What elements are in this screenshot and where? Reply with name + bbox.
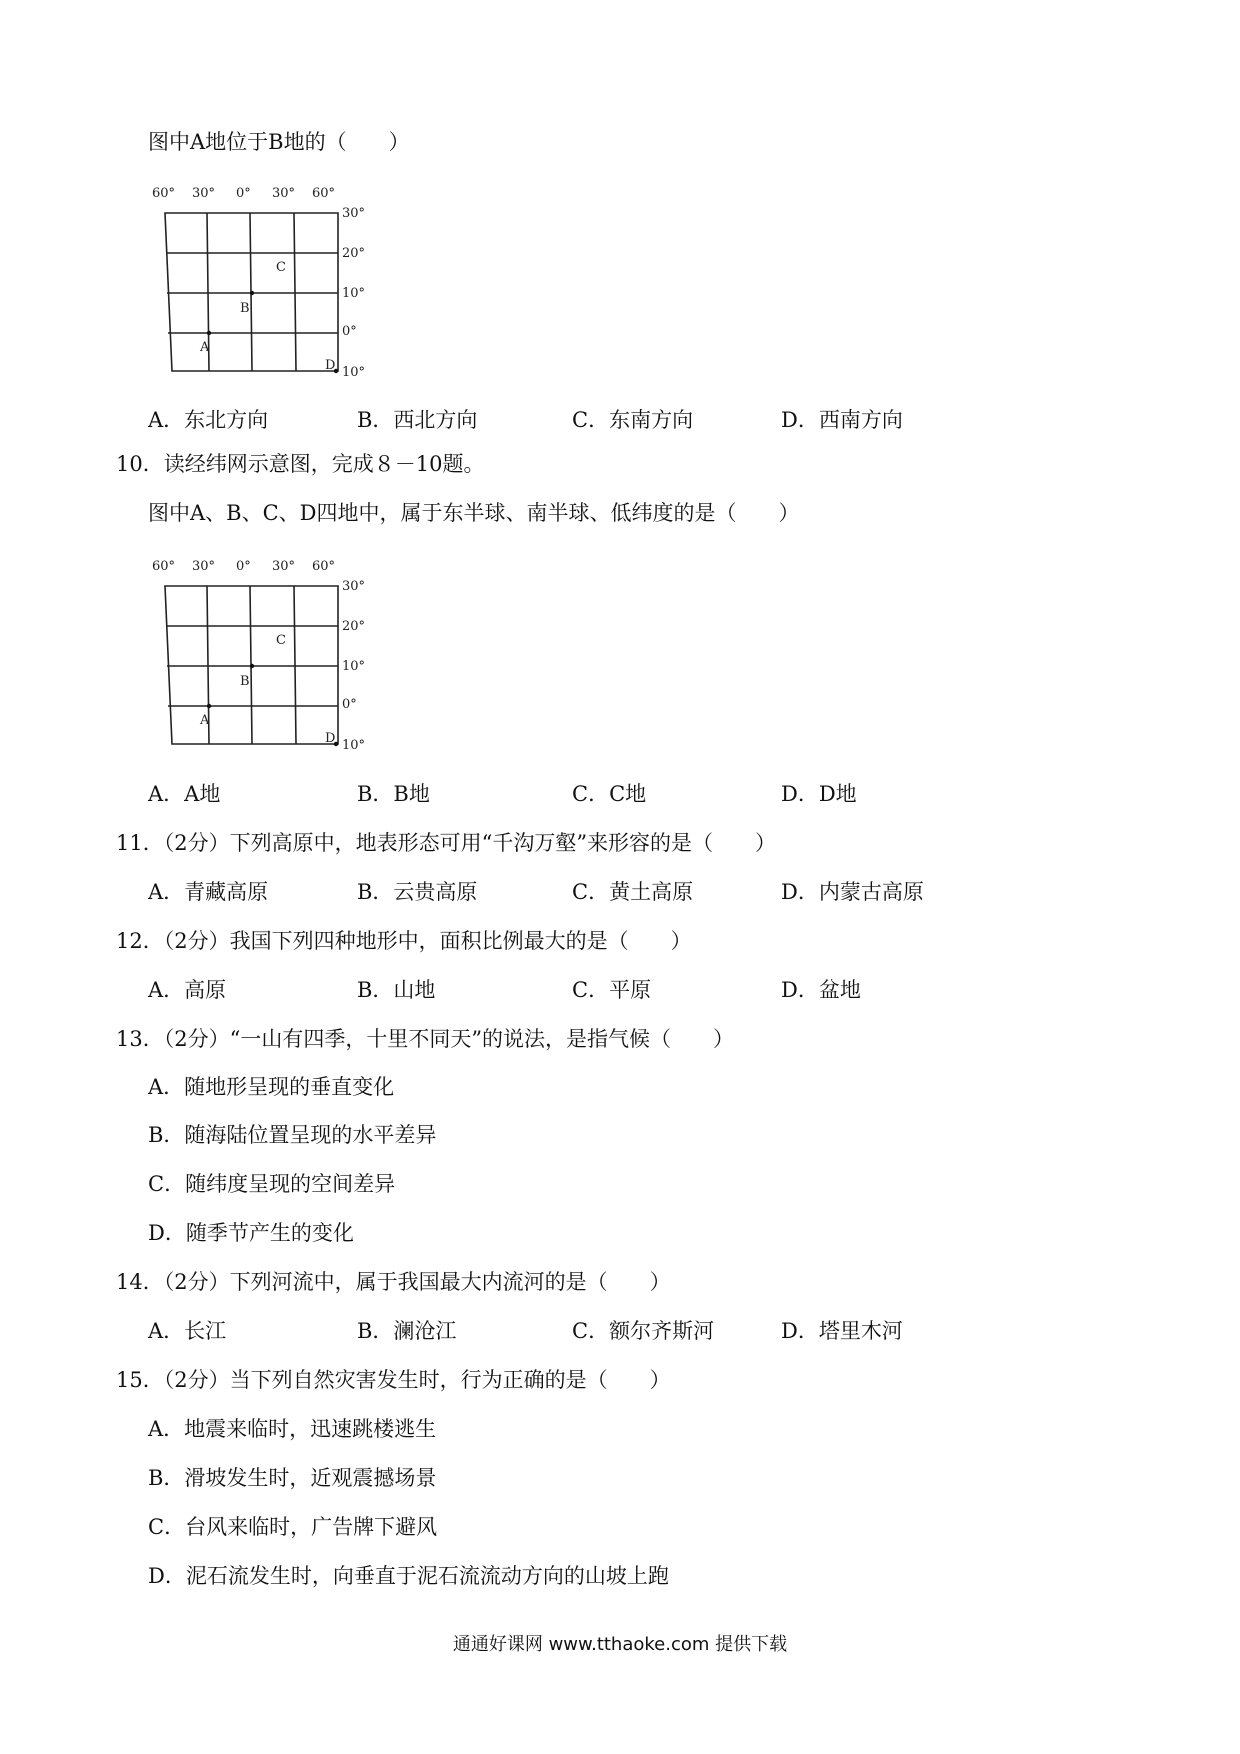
lat-label: 30° xyxy=(342,206,366,221)
q9-option-b: B．西北方向 xyxy=(357,408,478,432)
q12-option-b: B．山地 xyxy=(357,978,436,1002)
q15-option-c: C．台风来临时，广告牌下避风 xyxy=(148,1515,438,1539)
q12-option-a: A．高原 xyxy=(148,978,227,1002)
point-b-dot xyxy=(250,291,254,295)
lon-label: 30° xyxy=(192,559,216,574)
q13-option-d: D．随季节产生的变化 xyxy=(148,1221,354,1245)
lon-label: 30° xyxy=(272,559,296,574)
lat-label: 30° xyxy=(342,579,366,594)
q11-option-b: B．云贵高原 xyxy=(357,880,478,904)
q15-option-a: A．地震来临时，迅速跳楼逃生 xyxy=(148,1417,437,1441)
question-10-stem: 图中A、B、C、D四地中，属于东半球、南半球、低纬度的是（ ） xyxy=(148,501,800,525)
lon-label: 30° xyxy=(272,186,296,201)
q11-option-d: D．内蒙古高原 xyxy=(781,880,924,904)
lon-label: 60° xyxy=(152,559,176,574)
q14-option-c: C．额尔齐斯河 xyxy=(572,1319,715,1343)
question-10-intro: 10．读经纬网示意图，完成８－10题。 xyxy=(116,452,485,476)
q11-option-c: C．黄土高原 xyxy=(572,880,694,904)
q14-option-a: A．长江 xyxy=(148,1319,227,1343)
point-d-label: D xyxy=(325,358,336,373)
lon-label: 30° xyxy=(192,186,216,201)
question-11-stem: 11．（2分）下列高原中，地表形态可用“千沟万壑”来形容的是（ ） xyxy=(116,831,777,855)
q10-option-c: C．C地 xyxy=(572,782,647,806)
question-12-stem: 12．（2分）我国下列四种地形中，面积比例最大的是（ ） xyxy=(116,929,692,953)
q9-option-a: A．东北方向 xyxy=(148,408,269,432)
q15-option-b: B．滑坡发生时，近观震撼场景 xyxy=(148,1466,437,1490)
q13-option-c: C．随纬度呈现的空间差异 xyxy=(148,1172,396,1196)
lon-label: 0° xyxy=(236,559,251,574)
lat-label: 10° xyxy=(342,659,366,674)
q11-option-a: A．青藏高原 xyxy=(148,880,269,904)
question-15-stem: 15．（2分）当下列自然灾害发生时，行为正确的是（ ） xyxy=(116,1368,671,1392)
lat-lon-grid-figure-1 xyxy=(150,185,390,380)
point-b-dot xyxy=(250,664,254,668)
lat-label: 10° xyxy=(342,286,366,301)
lat-label: 0° xyxy=(342,324,357,339)
q10-option-d: D．D地 xyxy=(781,782,857,806)
point-a-dot xyxy=(207,704,211,708)
lon-label: 60° xyxy=(152,186,176,201)
q12-option-d: D．盆地 xyxy=(781,978,861,1002)
lat-label: 10° xyxy=(342,365,366,380)
q12-option-c: C．平原 xyxy=(572,978,652,1002)
question-9-stem: 图中A地位于B地的（ ） xyxy=(148,130,410,154)
q14-option-b: B．澜沧江 xyxy=(357,1319,457,1343)
point-a-dot xyxy=(207,331,211,335)
q10-option-a: A．A地 xyxy=(148,782,221,806)
q9-option-c: C．东南方向 xyxy=(572,408,694,432)
q13-option-b: B．随海陆位置呈现的水平差异 xyxy=(148,1123,437,1147)
lat-label: 20° xyxy=(342,246,366,261)
point-c-label: C xyxy=(276,260,286,275)
q10-option-b: B．B地 xyxy=(357,782,430,806)
lat-label: 20° xyxy=(342,619,366,634)
point-d-label: D xyxy=(325,731,336,746)
question-14-stem: 14．（2分）下列河流中，属于我国最大内流河的是（ ） xyxy=(116,1270,671,1294)
point-b-label: B xyxy=(240,674,250,689)
page-footer: 通通好课网 www.tthaoke.com 提供下载 xyxy=(452,1634,788,1655)
point-a-label: A xyxy=(200,713,210,728)
lon-label: 0° xyxy=(236,186,251,201)
lat-label: 0° xyxy=(342,697,357,712)
lon-label: 60° xyxy=(312,186,336,201)
question-13-stem: 13．（2分）“一山有四季，十里不同天”的说法，是指气候（ ） xyxy=(116,1027,735,1051)
q15-option-d: D．泥石流发生时，向垂直于泥石流流动方向的山坡上跑 xyxy=(148,1564,669,1588)
lat-label: 10° xyxy=(342,738,366,753)
lon-label: 60° xyxy=(312,559,336,574)
q9-option-d: D．西南方向 xyxy=(781,408,903,432)
q13-option-a: A．随地形呈现的垂直变化 xyxy=(148,1075,395,1099)
point-c-label: C xyxy=(276,633,286,648)
lat-lon-grid-figure-2 xyxy=(150,558,390,753)
point-a-label: A xyxy=(200,340,210,355)
point-b-label: B xyxy=(240,301,250,316)
q14-option-d: D．塔里木河 xyxy=(781,1319,903,1343)
